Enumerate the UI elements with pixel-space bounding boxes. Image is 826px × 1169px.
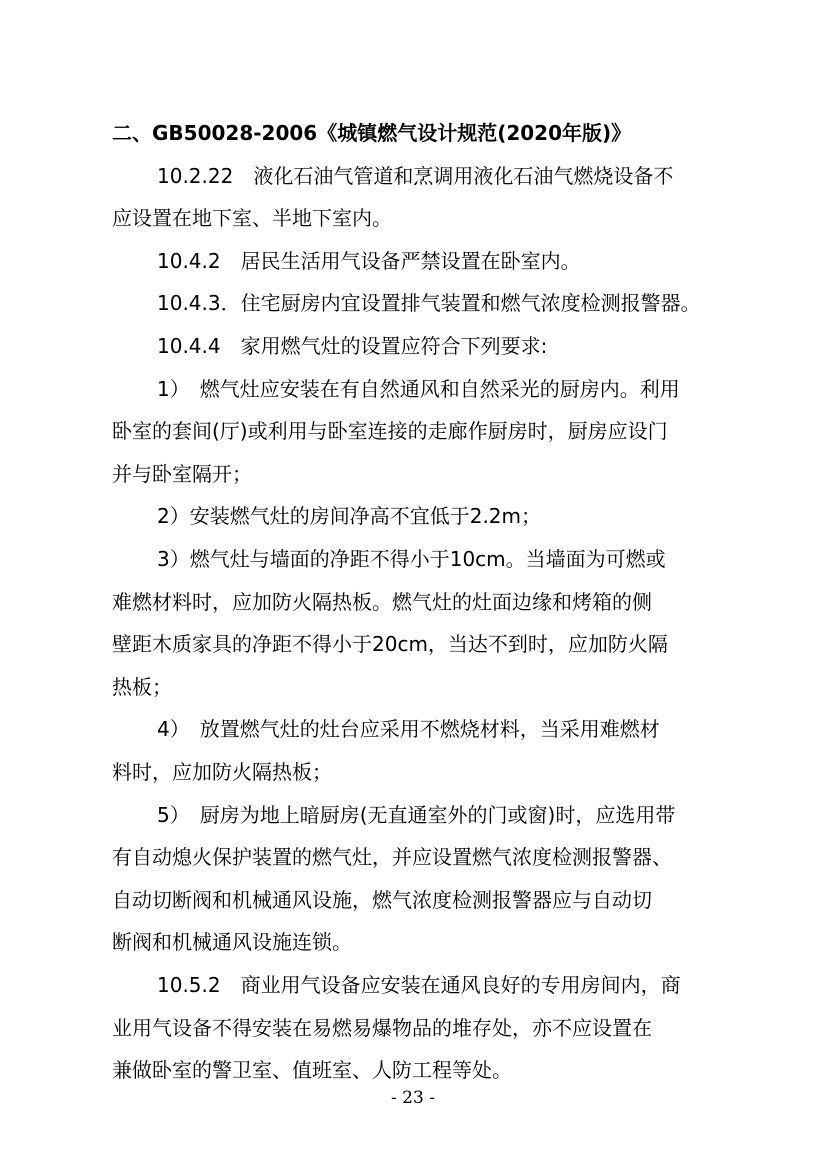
text-line: 5） 厨房为地上暗厨房(无直通室外的门或窗)时，应选用带 (157, 803, 676, 827)
text-line: 10.2.22 液化石油气管道和烹调用液化石油气燃烧设备不 (157, 164, 674, 188)
text-line: 10.4.3．住宅厨房内宜设置排气装置和燃气浓度检测报警器。 (157, 291, 701, 315)
text-line: 1） 燃气灶应安装在有自然通风和自然采光的厨房内。利用 (157, 377, 680, 401)
text-line: 2）安装燃气灶的房间净高不宜低于2.2m； (157, 504, 542, 528)
text-line: 4） 放置燃气灶的灶台应采用不燃烧材料，当采用难燃材 (157, 717, 660, 741)
text-line: 10.4.4 家用燃气灶的设置应符合下列要求: (157, 334, 548, 358)
page-number: - 23 - (391, 1088, 435, 1108)
text-line: 难燃材料时，应加防火隔热板。燃气灶的灶面边缘和烤箱的侧 (112, 590, 652, 614)
text-line: 3）燃气灶与墙面的净距不得小于10cm。当墙面为可燃或 (157, 547, 666, 571)
text-line: 10.5.2 商业用气设备应安装在通风良好的专用房间内，商 (157, 973, 681, 997)
text-line: 断阀和机械通风设施连锁。 (112, 930, 352, 954)
text-line: 应设置在地下室、半地下室内。 (112, 206, 392, 230)
text-line: 热板； (112, 675, 172, 699)
text-line: 兼做卧室的警卫室、值班室、人防工程等处。 (112, 1058, 512, 1082)
text-line: 自动切断阀和机械通风设施，燃气浓度检测报警器应与自动切 (112, 888, 652, 912)
text-line: 料时，应加防火隔热板； (112, 760, 332, 784)
text-line: 有自动熄火保护装置的燃气灶，并应设置燃气浓度检测报警器、 (112, 845, 672, 869)
text-line: 10.4.2 居民生活用气设备严禁设置在卧室内。 (157, 249, 581, 273)
text-line: 并与卧室隔开； (112, 462, 252, 486)
text-line: 壁距木质家具的净距不得小于20cm，当达不到时，应加防火隔 (112, 632, 668, 656)
section-heading: 二、GB50028-2006《城镇燃气设计规范(2020年版)》 (112, 121, 632, 145)
text-line: 卧室的套间(厅)或利用与卧室连接的走廊作厨房时，厨房应设门 (112, 419, 668, 443)
text-line: 业用气设备不得安装在易燃易爆物品的堆存处，亦不应设置在 (112, 1016, 652, 1040)
